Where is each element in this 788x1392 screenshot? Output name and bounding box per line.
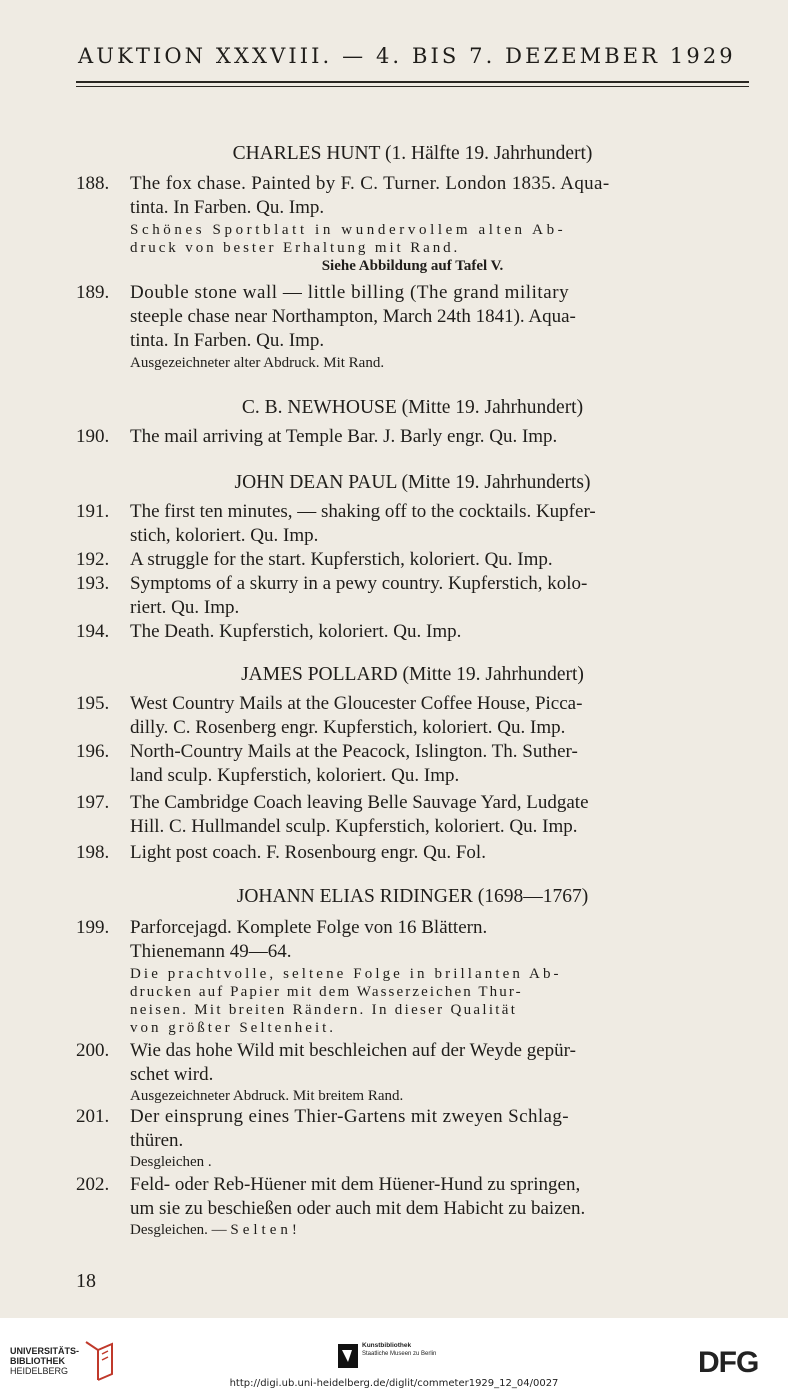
entry-number: 190. <box>76 426 110 447</box>
library-line: UNIVERSITÄTS- <box>10 1346 80 1356</box>
entry-number: 202. <box>76 1174 110 1195</box>
library-line: BIBLIOTHEK <box>10 1356 65 1366</box>
kunstbibliothek-logo-icon <box>338 1344 358 1368</box>
entry-number: 197. <box>76 792 110 813</box>
entry-text: riert. Qu. Imp. <box>130 597 240 618</box>
entry-note: Die prachtvolle, seltene Folge in brillanten Ab- <box>130 966 562 982</box>
entry-note-a: Desgleichen. — <box>130 1222 227 1238</box>
page-number: 18 <box>76 1270 96 1292</box>
entry-text: thüren. <box>130 1130 184 1151</box>
entry-text: schet wird. <box>130 1064 214 1085</box>
entry-note: Ausgezeichneter Abdruck. Mit breitem Rand. <box>130 1088 404 1104</box>
entry-text: Parforcejagd. Komplete Folge von 16 Blättern. <box>130 917 488 938</box>
entry-note: Desgleichen . <box>130 1154 212 1170</box>
entry-number: 199. <box>76 917 110 938</box>
entry-text: steeple chase near Northampton, March 24th 1841). Aqua- <box>130 306 576 327</box>
library-line: HEIDELBERG <box>10 1366 69 1376</box>
entry-number: 193. <box>76 573 110 594</box>
section-title: JAMES POLLARD (Mitte 19. Jahrhundert) <box>241 664 584 685</box>
entry-note: Ausgezeichneter alter Abdruck. Mit Rand. <box>130 355 385 371</box>
entry-text: um sie zu beschießen oder auch mit dem Habicht zu baizen. <box>130 1198 586 1219</box>
entry-number: 196. <box>76 741 110 762</box>
running-head: AUKTION XXXVIII. — 4. BIS 7. DEZEMBER 1929 <box>78 44 736 68</box>
entry-note <box>130 1222 301 1239</box>
entry-text: Thienemann 49—64. <box>130 941 292 962</box>
entry-text: The mail arriving at Temple Bar. J. Barly engr. Qu. Imp. <box>130 426 558 447</box>
entry-number: 201. <box>76 1106 110 1127</box>
entry-number: 188. <box>76 173 110 194</box>
entry-note-b: Selten! <box>230 1222 301 1238</box>
entry-text: The Cambridge Coach leaving Belle Sauvage Yard, Ludgate <box>130 792 589 813</box>
entry-number: 195. <box>76 693 110 714</box>
section-title: CHARLES HUNT (1. Hälfte 19. Jahrhundert) <box>232 143 593 164</box>
kunstbibliothek-label <box>362 1342 436 1358</box>
kb-subtitle: Staatliche Museen zu Berlin <box>362 1351 437 1357</box>
entry-note: druck von bester Erhaltung mit Rand. <box>130 240 461 256</box>
section-title: C. B. NEWHOUSE (Mitte 19. Jahrhundert) <box>241 397 584 418</box>
entry-text: Der einsprung eines Thier-Gartens mit zweyen Schlag- <box>130 1106 569 1127</box>
entry-number: 194. <box>76 621 110 642</box>
entry-text: tinta. In Farben. Qu. Imp. <box>130 197 325 218</box>
section-title: JOHN DEAN PAUL (Mitte 19. Jahrhunderts) <box>234 472 591 493</box>
entry-number: 198. <box>76 842 110 863</box>
entry-text: The Death. Kupferstich, koloriert. Qu. Imp. <box>130 621 462 642</box>
library-logo-icon <box>82 1340 116 1382</box>
entry-number: 200. <box>76 1040 110 1061</box>
dfg-logo: DFG <box>698 1346 759 1379</box>
entry-note: drucken auf Papier mit dem Wasserzeichen Thur- <box>130 984 523 1000</box>
entry-number: 191. <box>76 501 110 522</box>
entry-text: dilly. C. Rosenberg engr. Kupferstich, koloriert. Qu. Imp. <box>130 717 566 738</box>
header-rule <box>76 81 749 83</box>
header-rule-thin <box>76 86 749 87</box>
entry-text: Light post coach. F. Rosenbourg engr. Qu. Fol. <box>130 842 486 863</box>
entry-text: Wie das hohe Wild mit beschleichen auf der Weyde gepür- <box>130 1040 576 1061</box>
entry-note: von größter Seltenheit. <box>130 1020 337 1036</box>
entry-text: The fox chase. Painted by F. C. Turner. London 1835. Aqua- <box>130 173 610 194</box>
entry-text: Feld- oder Reb-Hüener mit dem Hüener-Hund zu springen, <box>130 1174 581 1195</box>
entry-text: The first ten minutes, — shaking off to the cocktails. Kupfer- <box>130 501 596 522</box>
entry-number: 189. <box>76 282 110 303</box>
entry-note: neisen. Mit breiten Rändern. In dieser Qualität <box>130 1002 518 1018</box>
page-url[interactable]: http://digi.ub.uni-heidelberg.de/diglit/commeter1929_12_04/0027 <box>229 1378 559 1389</box>
entry-text: A struggle for the start. Kupferstich, koloriert. Qu. Imp. <box>130 549 553 570</box>
entry-text: Hill. C. Hullmandel sculp. Kupferstich, koloriert. Qu. Imp. <box>130 816 578 837</box>
library-name <box>10 1346 79 1376</box>
plate-reference: Siehe Abbildung auf Tafel V. <box>321 258 504 274</box>
entry-text: stich, koloriert. Qu. Imp. <box>130 525 319 546</box>
section-title: JOHANN ELIAS RIDINGER (1698—1767) <box>236 886 589 907</box>
entry-number: 192. <box>76 549 110 570</box>
kb-title: Kunstbibliothek <box>362 1342 412 1349</box>
entry-text: Double stone wall — little billing (The grand military <box>130 282 570 303</box>
entry-text: land sculp. Kupferstich, koloriert. Qu. Imp. <box>130 765 460 786</box>
entry-text: North-Country Mails at the Peacock, Islington. Th. Suther- <box>130 741 578 762</box>
entry-note: Schönes Sportblatt in wundervollem alten Ab- <box>130 222 567 238</box>
entry-text: West Country Mails at the Gloucester Coffee House, Picca- <box>130 693 583 714</box>
entry-text: Symptoms of a skurry in a pewy country. Kupferstich, kolo- <box>130 573 588 594</box>
entry-text: tinta. In Farben. Qu. Imp. <box>130 330 325 351</box>
